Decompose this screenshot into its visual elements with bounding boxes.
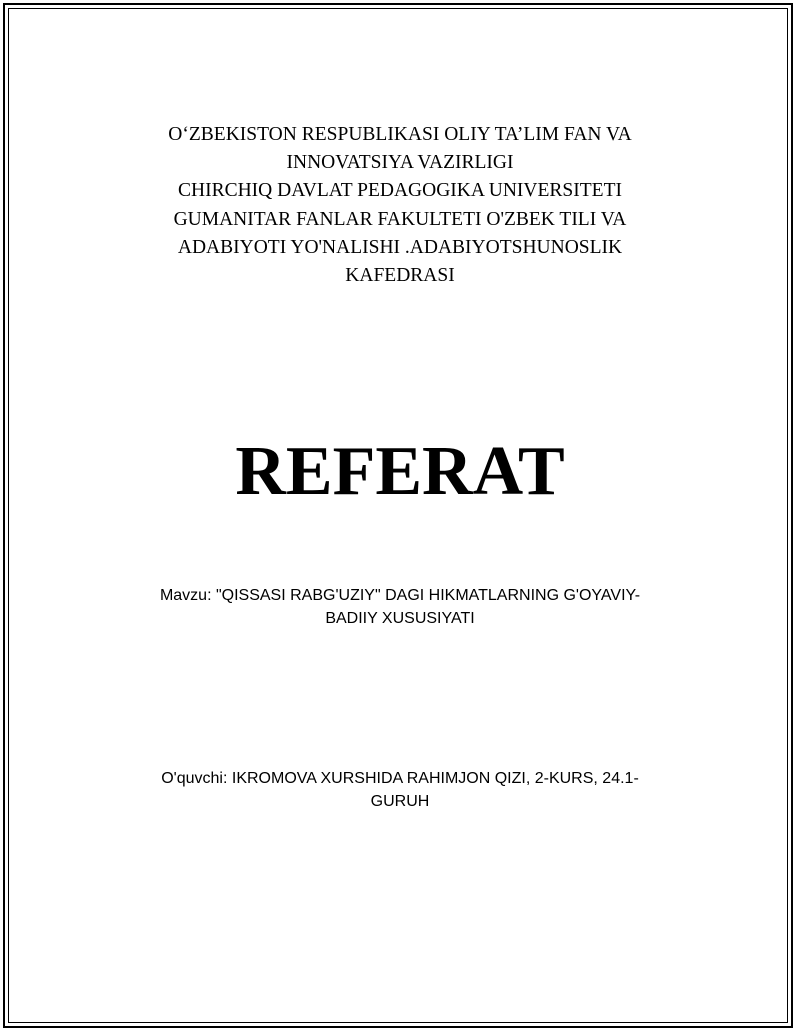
header-line: KAFEDRASI <box>345 265 455 287</box>
student-block <box>0 767 800 813</box>
header-line: O‘ZBEKISTON RESPUBLIKASI OLIY TA’LIM FAN VA <box>168 124 632 145</box>
header-line: INNOVATSIYA VAZIRLIGI <box>286 152 514 174</box>
topic-line: BADIIY XUSUSIYATI <box>325 610 475 627</box>
topic-block <box>0 584 800 630</box>
header-line: GUMANITAR FANLAR FAKULTETI O'ZBEK TILI VA <box>173 208 627 230</box>
institution-header <box>0 121 800 290</box>
student-line: O'quvchi: IKROMOVA XURSHIDA RAHIMJON QIZI, 2-KURS, 24.1- <box>161 770 639 787</box>
header-line: CHIRCHIQ DAVLAT PEDAGOGIKA UNIVERSITETI <box>178 180 622 202</box>
header-line: ADABIYOTI YO'NALISHI .ADABIYOTSHUNOSLIK <box>177 236 623 258</box>
student-line: GURUH <box>370 793 430 810</box>
document-title: REFERAT <box>235 433 565 510</box>
topic-line: Mavzu: "QISSASI RABG'UZIY" DAGI HIKMATLARNING G'OYAVIY- <box>159 587 641 604</box>
